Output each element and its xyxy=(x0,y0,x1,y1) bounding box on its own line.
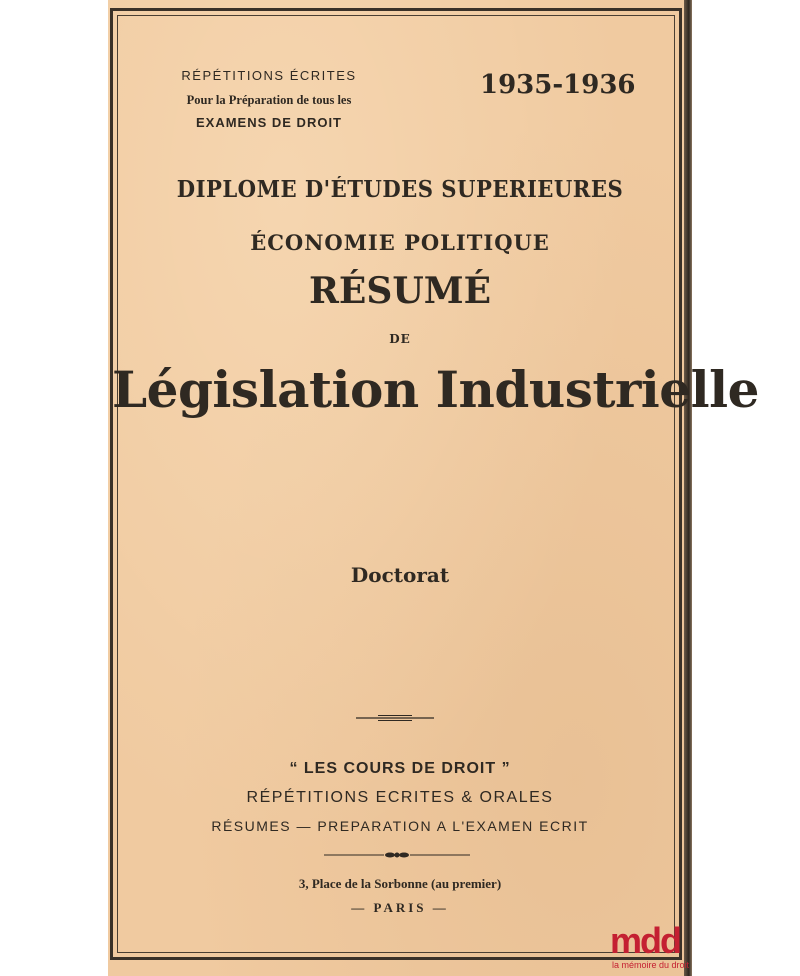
title-legislation-industrielle: Législation Industrielle xyxy=(112,360,759,419)
mdd-tagline: la mémoire du droit xyxy=(612,960,690,970)
academic-year: 1935-1936 xyxy=(480,70,636,100)
header-repetitions-ecrites: RÉPÉTITIONS ÉCRITES xyxy=(181,68,357,83)
title-diploma: DIPLOME D'ÉTUDES SUPERIEURES xyxy=(176,176,624,203)
level-doctorat: Doctorat xyxy=(350,563,450,587)
title-economie-politique: ÉCONOMIE POLITIQUE xyxy=(250,230,550,255)
cover-inner-border xyxy=(117,15,675,953)
publisher-line-repetitions: RÉPÉTITIONS ECRITES & ORALES xyxy=(246,789,554,806)
mdd-logo: mdd xyxy=(610,920,680,961)
publisher-line-resumes: RÉSUMES — PREPARATION A L'EXAMEN ECRIT xyxy=(211,818,589,834)
book-spine-edge xyxy=(684,0,692,976)
publisher-city: — PARIS — xyxy=(351,900,449,915)
publisher-name: “ LES COURS DE DROIT ” xyxy=(289,760,511,777)
title-de: DE xyxy=(389,332,411,346)
header-examens-de-droit: EXAMENS DE DROIT xyxy=(195,115,342,130)
ornament-divider-top xyxy=(356,714,434,722)
header-preparation-line: Pour la Préparation de tous les xyxy=(186,93,352,107)
title-resume: RÉSUMÉ xyxy=(308,270,492,312)
publisher-address: 3, Place de la Sorbonne (au premier) xyxy=(298,876,502,891)
ornament-divider-bottom xyxy=(324,850,470,860)
